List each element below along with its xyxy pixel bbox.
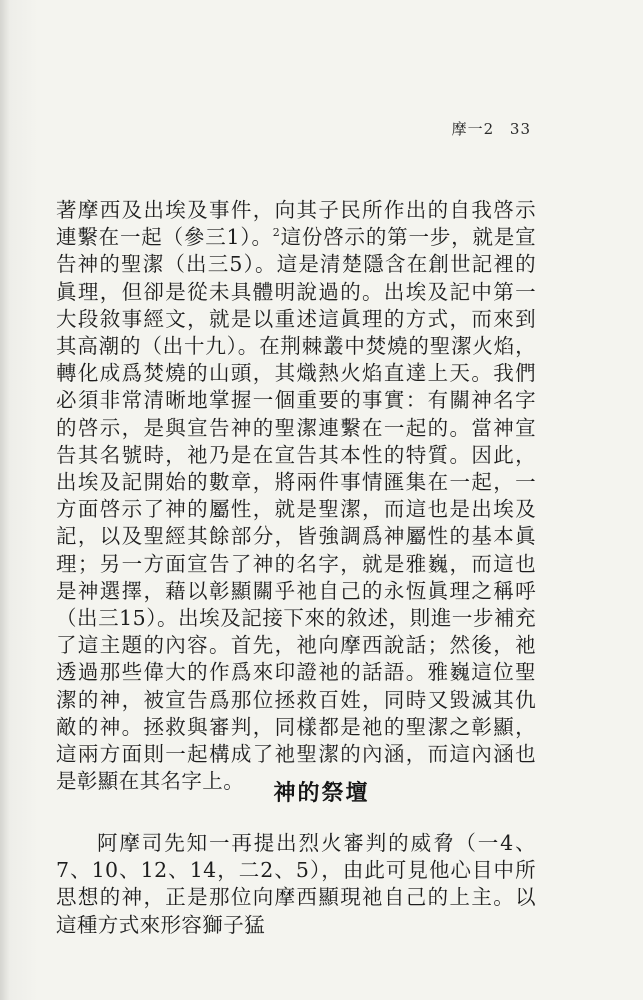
second-paragraph-text: 阿摩司先知一再提出烈火審判的威脅（一4、7、10、12、14，二2、5），由此可見他心目中所思想的神，正是那位向摩西顯現祂自己的上主。以這種方式來形容獅子猛 [56,831,536,937]
running-header [452,118,531,139]
paragraph-text-part2: 這份啓示的第一步，就是宣告神的聖潔（出三5）。這是清楚隱含在創世記裡的眞理，但卻是從未具體明說過的。出埃及記中第一大段敘事經文，就是以重述這眞理的方式，而來到其高潮的（出十九）。在荆棘叢中焚燒的聖潔火焰，轉化成爲焚燒的山頭，其熾熱火焰直達上天。我們必須非常清晰地掌握一個重要的事實：有關神名字的啓示，是與宣告神的聖潔連繫在一起的。當神宣告其名號時，祂乃是在宣告其本性的特質。因此，出埃及記開始的數章，將兩件事情匯集在一起，一方面啓示了神的屬性，就是聖潔，而這也是出埃及記，以及聖經其餘部分，皆強調爲神屬性的基本眞理；另一方面宣告了神的名字，就是雅巍，而這也是神選擇，藉以彰顯關乎祂自己的永恆眞理之稱呼（出三15）。出埃及記接下來的敘述，則進一步補充了這主題的內容。首先，祂向摩西說話；然後，祂透過那些偉大的作爲來印證祂的話語。雅巍這位聖潔的神，被宣告爲那位拯救百姓，同時又毀滅其仇敵的神。拯救與審判，同樣都是祂的聖潔之彰顯，這兩方面則一起構成了祂聖潔的內涵，而這內涵也是彰顯在其名字上。 [56,225,536,794]
page-gutter-shadow [0,0,10,1000]
running-header-section: 摩一2 [451,120,495,138]
main-paragraph [56,197,536,795]
paragraph-text [56,197,536,795]
paragraph-text-part1: 著摩西及出埃及事件，向其子民所作出的自我啓示連繫在一起（參三1）。 [56,198,536,250]
footnote-reference: 2 [272,226,281,240]
page-number: 33 [509,120,531,138]
section-heading: 神的祭壇 [273,780,370,806]
second-paragraph [56,830,536,939]
